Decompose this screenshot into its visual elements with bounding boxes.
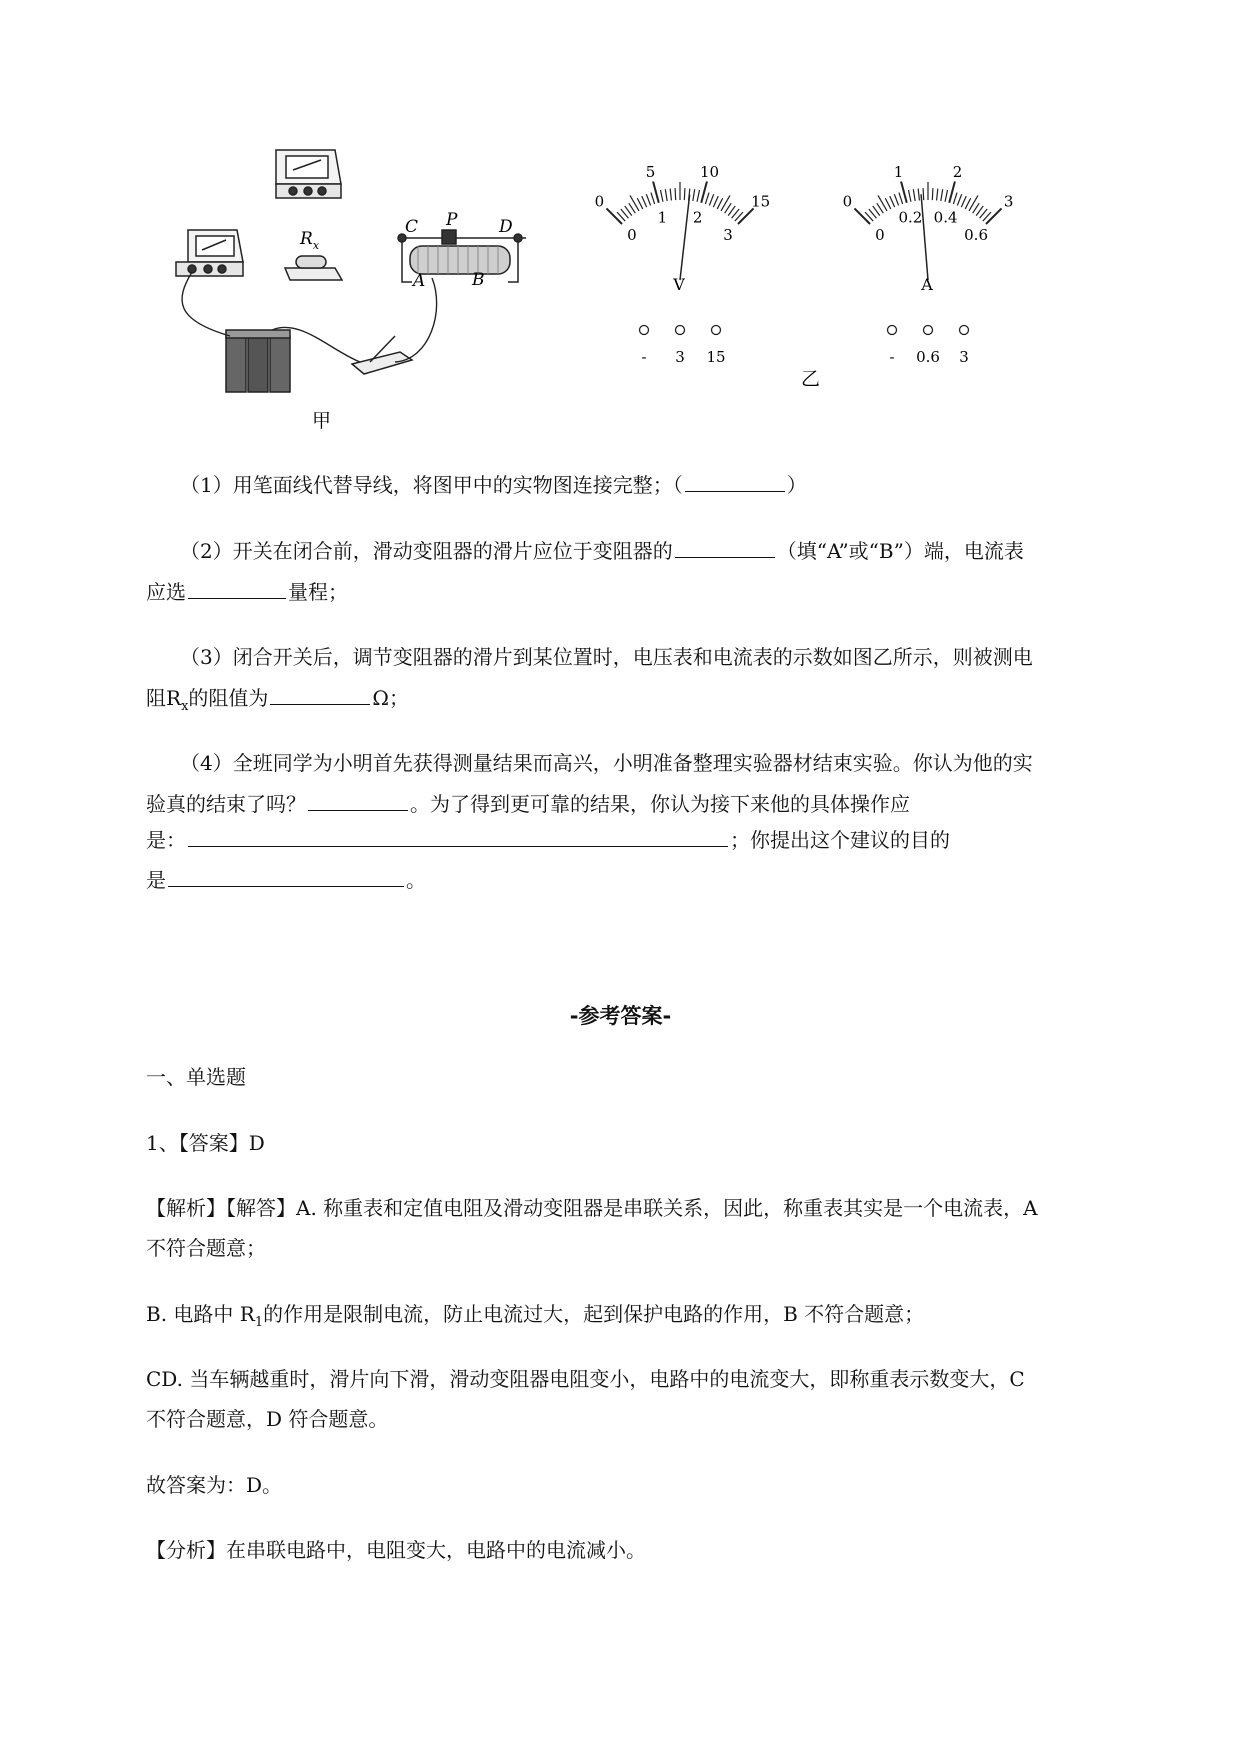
analysis-cd-line-2: 不符合题意，D 符合题意。 [146,1407,389,1431]
ammeter-tick [890,196,895,207]
voltmeter-tick [725,203,732,213]
question-4-text-e: ；你提出这个建议的目的 [730,828,950,852]
ammeter-tick [937,189,938,201]
ammeter-terminal[interactable] [924,326,933,335]
voltmeter-terminal-label: - [641,348,647,366]
ammeter-scale [843,163,1014,366]
voltmeter-tick [697,190,699,202]
ammeter-terminal-label: 0.6 [916,348,940,366]
question-2-text-b: （填“A”或“B”）端，电流表 [776,539,1024,563]
ammeter-tick [899,193,903,204]
analysis-cd-line-1: CD. 当车辆越重时，滑片向下滑，滑动变阻器电阻变小，电路中的电流变大，即称重表示数变大，C [146,1367,1025,1391]
ammeter-tick [961,196,966,207]
ammeter-inner-tick-label: 0.4 [933,208,958,227]
question-2-line-1 [180,537,1024,565]
ammeter-needle [921,194,928,280]
answer-blank-2a[interactable] [675,537,775,558]
analysis-line-1: 【解析】【解答】A. 称重表和定值电阻及滑动变阻器是串联关系，因此，称重表其实是一个电流表，A [146,1196,1038,1220]
question-1 [180,471,807,499]
ammeter-tick [945,190,947,202]
ammeter-tick [918,189,919,201]
circuit-figure [0,0,1241,440]
voltmeter-tick [629,203,636,213]
voltmeter-terminal[interactable] [712,326,721,335]
question-4-line-2 [146,790,910,818]
question-4-line-3 [146,826,950,854]
voltmeter-scale [595,163,771,366]
voltmeter-tick [717,198,722,209]
voltmeter-tick [709,194,713,205]
conclusion: 故答案为：D。 [146,1473,283,1497]
analysis-line-2: 不符合题意； [146,1236,266,1260]
ammeter-outer-tick-label: 0 [842,192,853,211]
ammeter-tick [908,190,910,202]
question-4-text-a: （4）全班同学为小明首先获得测量结果而高兴，小明准备整理实验器材结束实验。你认为他的实 [180,751,1033,775]
ammeter-symbol: A [921,275,933,294]
ammeter-tick [885,198,890,209]
ammeter-tick [969,195,978,211]
voltmeter-terminal[interactable] [676,326,685,335]
ammeter-inner-tick-label: 0.2 [898,208,923,227]
question-3-text-a: （3）闭合开关后，调节变阻器的滑片到某位置时，电压表和电流表的示数如图乙所示，则被测电 [180,645,1033,669]
voltmeter-tick [637,198,642,209]
analysis-b-text-a: B. 电路中 R [146,1302,255,1326]
answer-item-1: 1、【答案】D [146,1131,265,1155]
answer-blank-3[interactable] [270,684,370,705]
question-4-text-c: 。为了得到更可靠的结果，你认为接下来他的具体操作应 [410,792,910,816]
voltmeter-needle [680,195,690,280]
question-3-text-c: 的阻值为 [188,686,269,710]
question-4-line-1 [180,749,1033,777]
ammeter-device [176,230,243,276]
question-1-end: ） [786,473,807,497]
voltmeter-outer-tick-label: 10 [699,162,720,181]
question-3-sub: x [181,699,189,714]
ammeter-tick [965,198,970,209]
ammeter-terminal[interactable] [960,326,969,335]
ammeter-tick [877,203,884,213]
voltmeter-tick [606,208,622,224]
voltmeter-terminal-label: 3 [675,348,685,366]
ammeter-tick [894,194,898,205]
ammeter-outer-tick-label: 1 [893,162,904,181]
answer-key-title: -参考答案- [569,1004,672,1028]
rheostat-d-label: D [499,217,513,237]
ammeter-outer-tick-label: 3 [1003,192,1014,211]
question-4-text-f: 是 [146,868,166,892]
voltmeter-tick [660,190,662,202]
voltmeter-tick [693,189,695,201]
question-4-text-g: 。 [406,868,426,892]
rx-label: $R_x$ [300,229,320,252]
answer-blank-1[interactable] [685,471,785,492]
voltmeter-tick [665,189,667,201]
rheostat-a-label: A [413,271,426,291]
ammeter-tick [932,188,933,200]
question-3-text-b: 阻R [146,686,182,710]
rheostat-c-label: C [405,217,419,237]
analysis-b-line [146,1300,924,1337]
question-4-text-d: 是： [146,828,186,852]
voltmeter-tick [651,193,655,204]
voltmeter-inner-tick-label: 1 [657,208,668,227]
question-4-line-4 [146,866,426,894]
voltmeter-outer-tick-label: 5 [645,162,656,181]
voltmeter-inner-tick-label: 0 [627,225,637,244]
analysis-b-sub: 1 [254,1315,264,1330]
voltmeter-tick [653,182,659,203]
wires [182,272,437,362]
figure-yi-label: 乙 [801,368,821,390]
ammeter-tick [923,188,924,200]
voltmeter-tick [630,195,639,211]
ammeter-outer-tick-label: 2 [952,162,963,181]
voltmeter-inner-tick-label: 2 [692,208,703,227]
voltmeter-outer-tick-label: 15 [751,192,771,211]
voltmeter-tick [675,188,676,200]
ammeter-terminal[interactable] [888,326,897,335]
ammeter-inner-tick-label: 0 [875,225,885,244]
resistor-rx [285,256,342,280]
question-1-text: （1）用笔面线代替导线，将图甲中的实物图连接完整；（ [180,473,683,497]
answer-blank-4c[interactable] [168,866,404,887]
battery [226,330,290,392]
ammeter-tick [973,203,980,213]
voltmeter-tick [646,194,650,205]
voltmeter-tick [701,182,707,203]
question-2-text-c: 应选 [146,580,186,604]
answer-blank-4b[interactable] [188,826,728,847]
ammeter-tick [986,208,1002,224]
voltmeter-tick [738,208,754,224]
voltmeter-terminal-label: 15 [706,348,726,366]
ammeter-tick [913,189,915,201]
question-3-line-2 [146,684,409,721]
voltmeter-tick [705,193,709,204]
voltmeter-terminal[interactable] [640,326,649,335]
rheostat-p-label: P [446,210,458,230]
voltmeter-tick [713,196,718,207]
fenxi: 【分析】在串联电路中，电阻变大，电路中的电流减小。 [146,1538,646,1562]
question-3-line-1 [180,643,1033,671]
question-2-line-2 [146,578,348,606]
voltmeter-outer-tick-label: 0 [594,192,605,211]
ammeter-tick [941,189,943,201]
voltmeter-symbol: V [673,275,685,294]
question-3-text-d: Ω； [372,686,409,710]
rheostat-b-label: B [472,270,485,290]
voltmeter-tick [670,189,671,201]
question-4-text-b: 验真的结束了吗？ [146,792,306,816]
ammeter-tick [854,208,870,224]
ammeter-tick [957,194,961,205]
answer-blank-4a[interactable] [308,790,408,811]
question-2-text-d: 量程； [288,580,348,604]
voltmeter-inner-tick-label: 3 [723,225,733,244]
ammeter-tick [901,182,907,203]
ammeter-terminal-label: 3 [959,348,969,366]
ammeter-terminal-label: - [889,348,895,366]
figure-jia-label: 甲 [312,410,332,432]
ammeter-tick [949,182,955,203]
ammeter-tick [878,195,887,211]
ammeter-inner-tick-label: 0.6 [964,225,989,244]
switch [352,336,412,374]
answer-blank-2b[interactable] [188,578,286,599]
voltmeter-tick [684,188,685,200]
analysis-b-text-b: 的作用是限制电流，防止电流过大，起到保护电路的作用，B 不符合题意； [263,1302,925,1326]
voltmeter-tick [642,196,647,207]
section-heading: 一、单选题 [146,1065,246,1089]
question-2-text-a: （2）开关在闭合前，滑动变阻器的滑片应位于变阻器的 [180,539,673,563]
ammeter-tick [953,193,957,204]
voltmeter-tick [721,195,730,211]
voltmeter-device [276,150,341,198]
